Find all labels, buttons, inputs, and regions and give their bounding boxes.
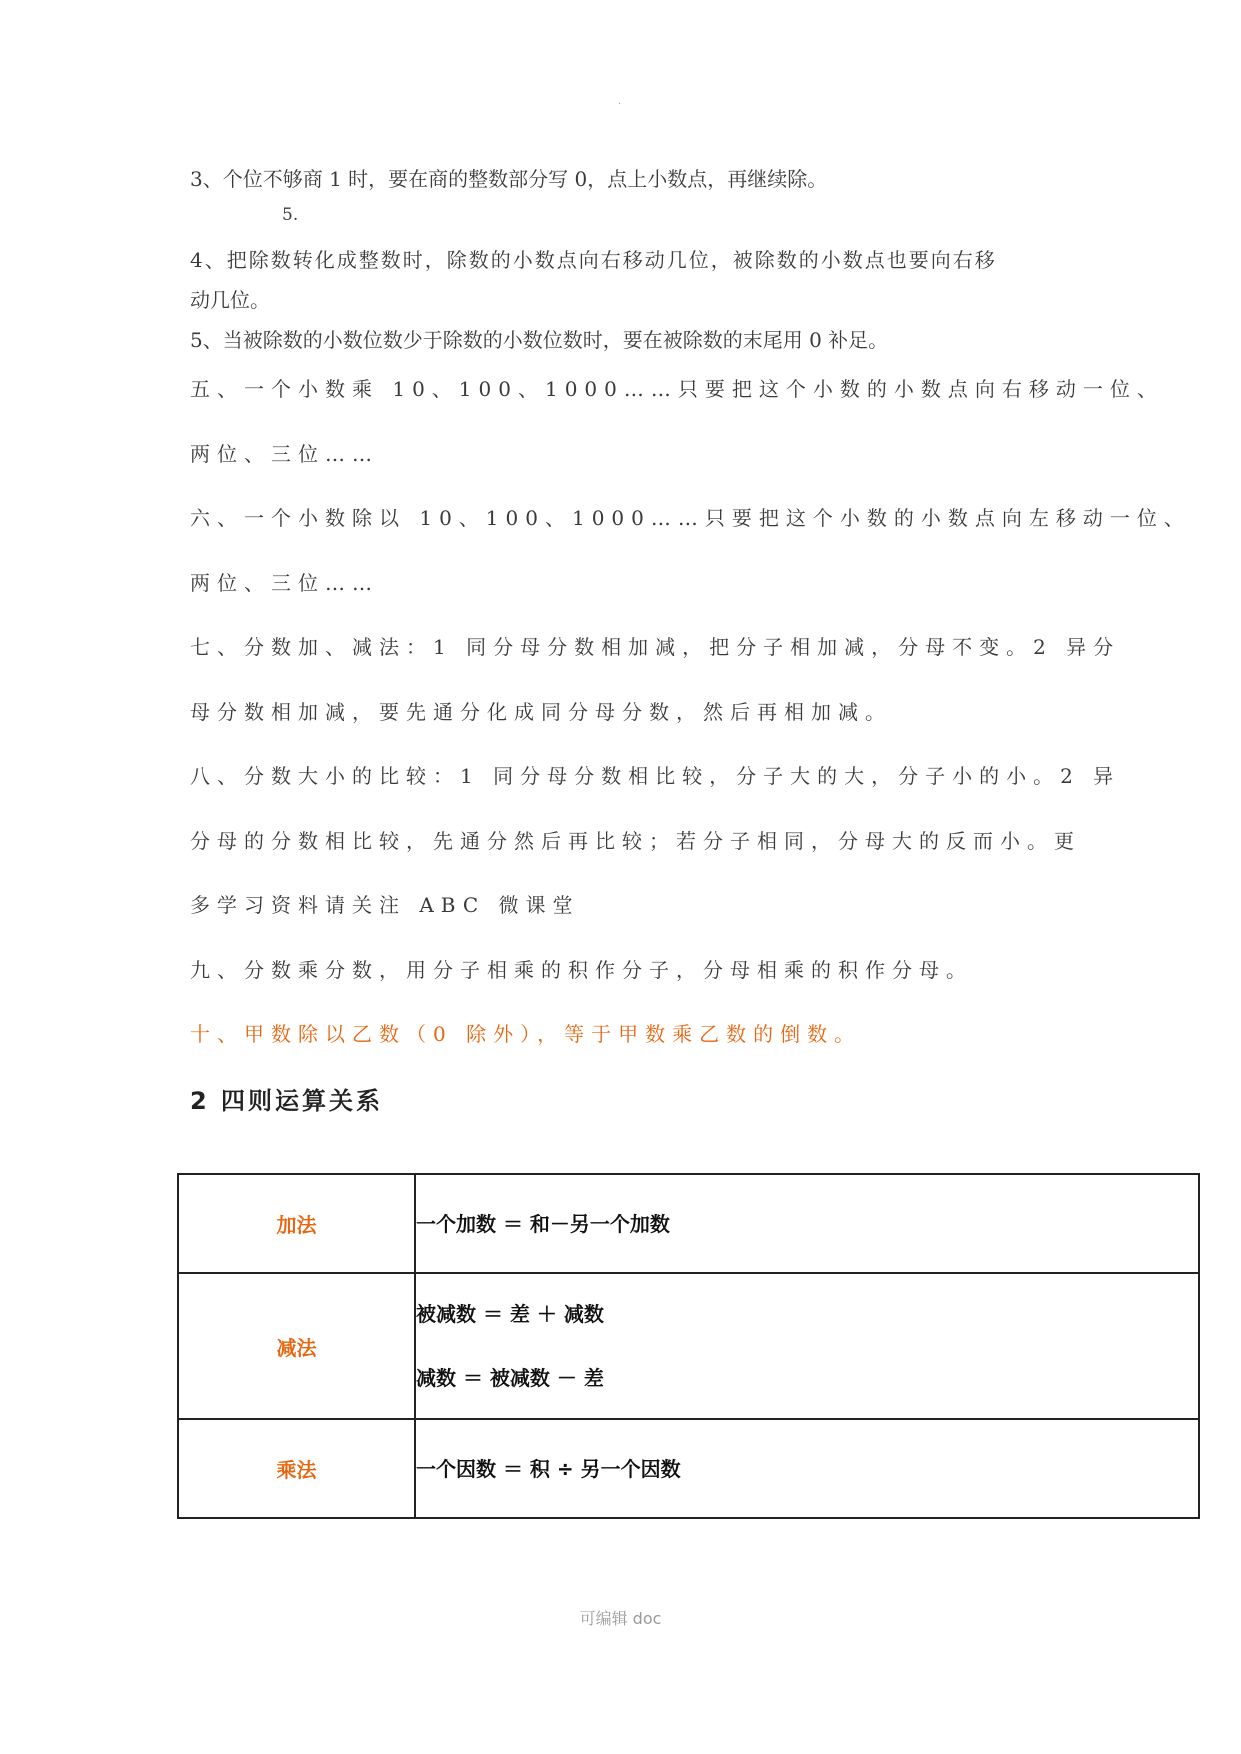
table-row	[178, 1419, 1199, 1518]
relation-line: 一个加数 ＝ 和－另一个加数	[416, 1211, 670, 1236]
table-row	[178, 1273, 1199, 1419]
op-name-cell: 减法	[178, 1273, 415, 1419]
text-line-8th-cont-2: 多学习资料请关注 ABC 微课堂	[190, 893, 580, 917]
relation-line: 被减数 ＝ 差 ＋ 减数	[416, 1302, 604, 1326]
text-line-9th: 九、分数乘分数，用分子相乘的积作分子，分母相乘的积作分母。	[190, 958, 973, 982]
relation-line: 减数 ＝ 被减数 － 差	[416, 1366, 604, 1390]
text-line-rule-4-cont: 动几位。	[190, 288, 270, 312]
header-mark: .	[618, 96, 622, 107]
text-line-5th-cont: 两位、三位……	[190, 442, 379, 466]
op-relation-cell	[415, 1419, 1199, 1518]
text-line-8th-cont: 分母的分数相比较，先通分然后再比较；若分子相同，分母大的反而小。更	[190, 829, 1081, 853]
page-footer: 可编辑 doc	[579, 1609, 662, 1628]
operations-table	[177, 1173, 1200, 1519]
text-line-rule-3: 3、个位不够商 1 时，要在商的整数部分写 0，点上小数点，再继续除。	[190, 167, 828, 191]
text-line-10th-highlight: 十、甲数除以乙数（0 除外），等于甲数乘乙数的倒数。	[190, 1022, 862, 1046]
op-name-cell: 加法	[178, 1174, 415, 1273]
op-relation-cell	[415, 1273, 1199, 1419]
text-line-label-5: 5.	[282, 205, 299, 225]
text-line-7th-cont: 母分数相加减，要先通分化成同分母分数，然后再相加减。	[190, 700, 892, 724]
table-row	[178, 1174, 1199, 1273]
op-relation-cell	[415, 1174, 1199, 1273]
text-line-6th: 六、一个小数除以 10、100、1000……只要把这个小数的小数点向左移动一位、	[190, 506, 1191, 530]
section-heading: 2 四则运算关系	[190, 1087, 384, 1115]
text-line-5th: 五、一个小数乘 10、100、1000……只要把这个小数的小数点向右移动一位、	[190, 377, 1164, 401]
text-line-rule-5: 5、当被除数的小数位数少于除数的小数位数时，要在被除数的末尾用 0 补足。	[190, 328, 889, 352]
text-line-7th: 七、分数加、减法：1 同分母分数相加减，把分子相加减，分母不变。2 异分	[190, 635, 1121, 659]
op-name-cell: 乘法	[178, 1419, 415, 1518]
text-line-6th-cont: 两位、三位……	[190, 571, 379, 595]
text-line-rule-4: 4、把除数转化成整数时，除数的小数点向右移动几位，被除数的小数点也要向右移	[190, 248, 997, 272]
relation-line: 一个因数 ＝ 积 ÷ 另一个因数	[416, 1456, 681, 1481]
text-line-8th: 八、分数大小的比较：1 同分母分数相比较，分子大的大，分子小的小。2 异	[190, 764, 1121, 788]
